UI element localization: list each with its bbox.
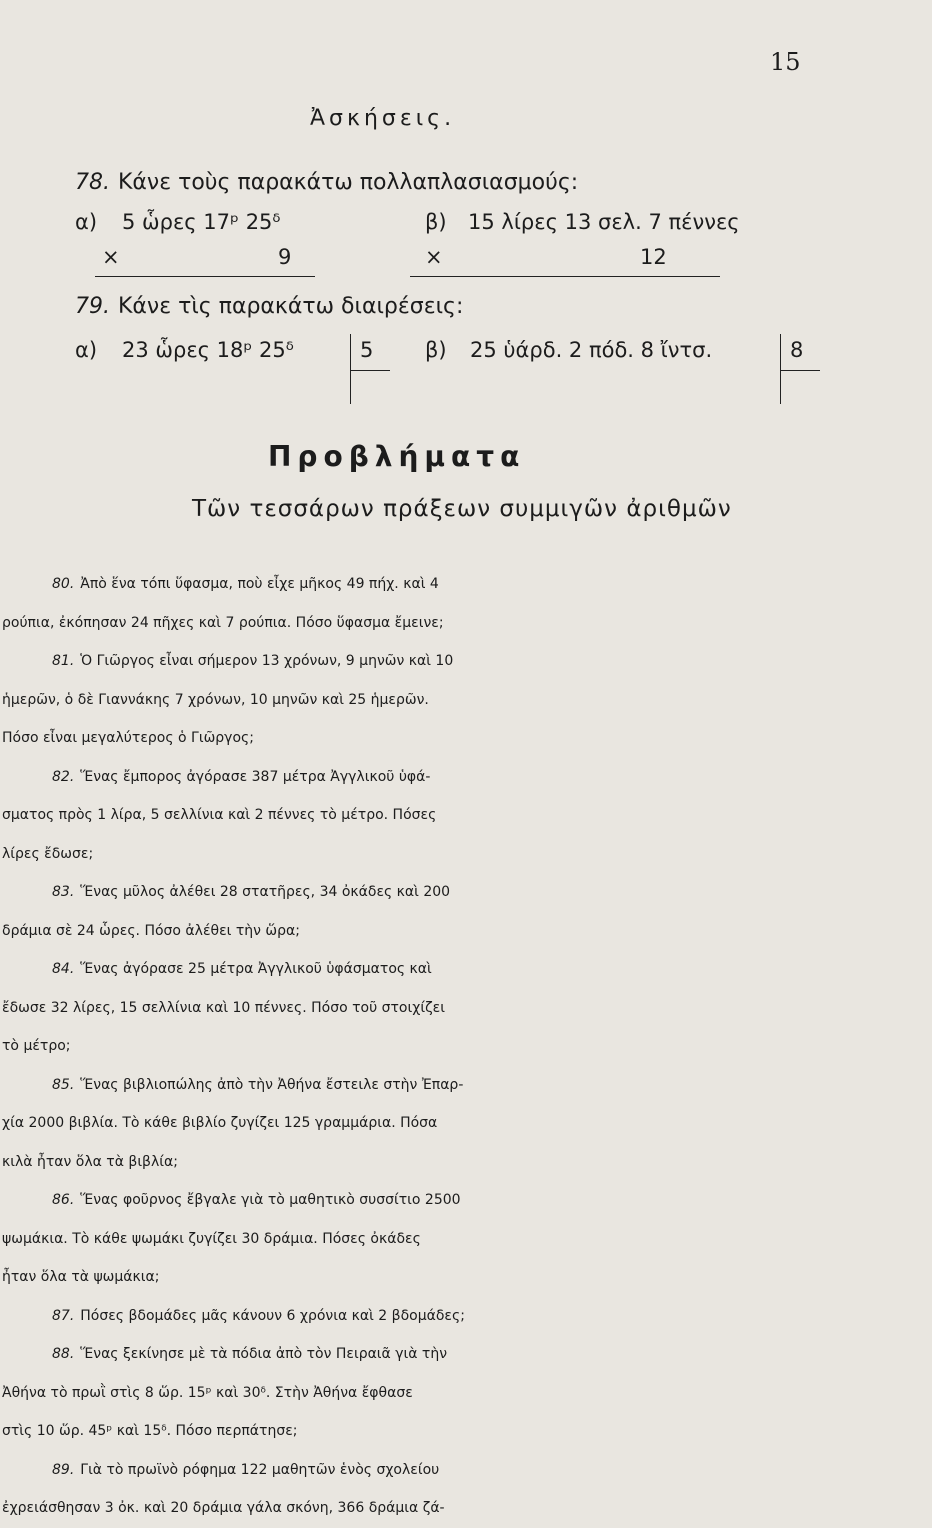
problem-83 [0, 873, 932, 950]
exercise-78-a-mult-sign: × [102, 245, 120, 269]
exercise-79-heading [75, 294, 463, 319]
problem-number: 80. [52, 576, 75, 592]
problem-line: τὸ μέτρο; [2, 1038, 71, 1054]
problem-number: 83. [52, 884, 75, 900]
problem-line: Πόσο εἶναι μεγαλύτερος ὁ Γιῶργος; [2, 730, 254, 746]
exercise-79-b-divisor-line [780, 370, 820, 371]
problem-line: Ἕνας ἔμπορος ἀγόρασε 387 μέτρα Ἀγγλικοῦ ὑφά- [80, 768, 431, 785]
problem-number: 82. [52, 768, 75, 785]
problem-line: κιλὰ ἦταν ὅλα τὰ βιβλία; [2, 1153, 178, 1170]
problems-list [0, 565, 932, 1528]
problem-number: 89. [52, 1461, 75, 1478]
problem-85 [0, 1066, 932, 1182]
exercise-78-a-label: α) [75, 210, 98, 234]
exercise-79-a-division-bar [350, 334, 351, 404]
problem-line: χία 2000 βιβλία. Τὸ κάθε βιβλίο ζυγίζει 125 γραμμάρια. Πόσα [2, 1115, 438, 1131]
problem-number: 86. [52, 1192, 75, 1208]
problems-subtitle: Τῶν τεσσάρων πράξεων συμμιγῶν ἀριθμῶν [192, 496, 732, 522]
exercise-79-a-divisor: 5 [360, 338, 374, 362]
exercise-instruction: Κάνε τὶς παρακάτω διαιρέσεις: [118, 294, 464, 319]
problem-line: Ἕνας ἀγόρασε 25 μέτρα Ἀγγλικοῦ ὑφάσματος καὶ [80, 961, 432, 977]
exercise-78-heading [75, 170, 578, 195]
problem-line: ρούπια, ἐκόπησαν 24 πῆχες καὶ 7 ρούπια. Πόσο ὕφασμα ἔμεινε; [2, 614, 444, 631]
exercise-number: 79. [75, 294, 110, 319]
problem-number: 88. [52, 1346, 75, 1362]
section-heading: Ἀσκήσεις. [310, 106, 456, 131]
exercise-79-b-label: β) [425, 338, 447, 362]
problem-82 [0, 758, 932, 874]
exercise-number: 78. [75, 170, 110, 195]
exercise-78-a-underline [95, 276, 315, 277]
problem-line: Ἀπὸ ἕνα τόπι ὕφασμα, ποὺ εἶχε μῆκος 49 πήχ. καὶ 4 [80, 576, 439, 592]
problem-line: Ἕνας βιβλιοπώλης ἀπὸ τὴν Ἀθήνα ἔστειλε στὴν Ἐπαρ- [80, 1076, 464, 1093]
problem-line: Ὁ Γιῶργος εἶναι σήμερον 13 χρόνων, 9 μηνῶν καὶ 10 [80, 653, 454, 669]
problem-line: ἡμερῶν, ὁ δὲ Γιαννάκης 7 χρόνων, 10 μηνῶν καὶ 25 ἡμερῶν. [2, 691, 429, 708]
problem-88 [0, 1335, 932, 1451]
exercise-78-b-mult-sign: × [425, 245, 443, 269]
problem-line: σματος πρὸς 1 λίρα, 5 σελλίνια καὶ 2 πέννες τὸ μέτρο. Πόσες [2, 807, 437, 823]
exercise-79-b-expression: 25 ὑάρδ. 2 πόδ. 8 ἴντσ. [470, 338, 713, 362]
exercise-78-b-multiplier: 12 [640, 245, 667, 269]
problem-81 [0, 642, 932, 758]
problem-84 [0, 950, 932, 1066]
problem-line: Ἕνας μῦλος ἀλέθει 28 στατῆρες, 34 ὀκάδες καὶ 200 [80, 884, 451, 900]
problem-line: ἔδωσε 32 λίρες, 15 σελλίνια καὶ 10 πέννες. Πόσο τοῦ στοιχίζει [2, 999, 445, 1016]
problem-line: Πόσες βδομάδες μᾶς κάνουν 6 χρόνια καὶ 2 βδομάδες; [80, 1307, 465, 1324]
problem-line: Ἀθήνα τὸ πρωῒ στὶς 8 ὥρ. 15ᵖ καὶ 30ᵟ. Στὴν Ἀθήνα ἔφθασε [2, 1384, 413, 1401]
problem-line: ψωμάκια. Τὸ κάθε ψωμάκι ζυγίζει 30 δράμια. Πόσες ὀκάδες [2, 1230, 421, 1247]
problem-line: Ἕνας ξεκίνησε μὲ τὰ πόδια ἀπὸ τὸν Πειραιᾶ γιὰ τὴν [80, 1346, 448, 1362]
problem-line: δράμια σὲ 24 ὧρες. Πόσο ἀλέθει τὴν ὥρα; [2, 922, 300, 939]
exercise-79-a-label: α) [75, 338, 98, 362]
problem-line: ἐχρειάσθησαν 3 ὀκ. καὶ 20 δράμια γάλα σκόνη, 366 δράμια ζά- [2, 1500, 445, 1516]
problem-line: Ἕνας φοῦρνος ἔβγαλε γιὰ τὸ μαθητικὸ συσσίτιο 2500 [80, 1192, 461, 1208]
exercise-78-b-label: β) [425, 210, 447, 234]
problem-87 [0, 1297, 932, 1336]
exercise-79-a-expression: 23 ὧρες 18ᵖ 25ᵟ [122, 338, 294, 362]
problem-line: ἦταν ὅλα τὰ ψωμάκια; [2, 1269, 160, 1285]
exercise-instruction: Κάνε τοὺς παρακάτω πολλαπλασιασμούς: [118, 170, 579, 195]
problem-number: 85. [52, 1076, 75, 1093]
problem-line: Γιὰ τὸ πρωϊνὸ ρόφημα 122 μαθητῶν ἑνὸς σχολείου [80, 1461, 440, 1478]
problems-title: Προβλήματα [268, 440, 526, 473]
problem-number: 81. [52, 653, 75, 669]
problem-80 [0, 565, 932, 642]
page-number: 15 [770, 48, 801, 76]
problem-line: λίρες ἔδωσε; [2, 845, 94, 862]
exercise-79-a-divisor-line [350, 370, 390, 371]
exercise-78-a-expression: 5 ὧρες 17ᵖ 25ᵟ [122, 210, 281, 234]
problem-number: 84. [52, 961, 75, 977]
problem-number: 87. [52, 1307, 75, 1324]
problem-89 [0, 1451, 932, 1528]
exercise-79-b-division-bar [780, 334, 781, 404]
exercise-78-a-multiplier: 9 [278, 245, 292, 269]
problem-line: στὶς 10 ὥρ. 45ᵖ καὶ 15ᵟ. Πόσο περπάτησε; [2, 1423, 298, 1439]
problem-86 [0, 1181, 932, 1297]
exercise-78-b-underline [410, 276, 720, 277]
exercise-79-b-divisor: 8 [790, 338, 804, 362]
exercise-78-b-expression: 15 λίρες 13 σελ. 7 πέννες [468, 210, 740, 234]
